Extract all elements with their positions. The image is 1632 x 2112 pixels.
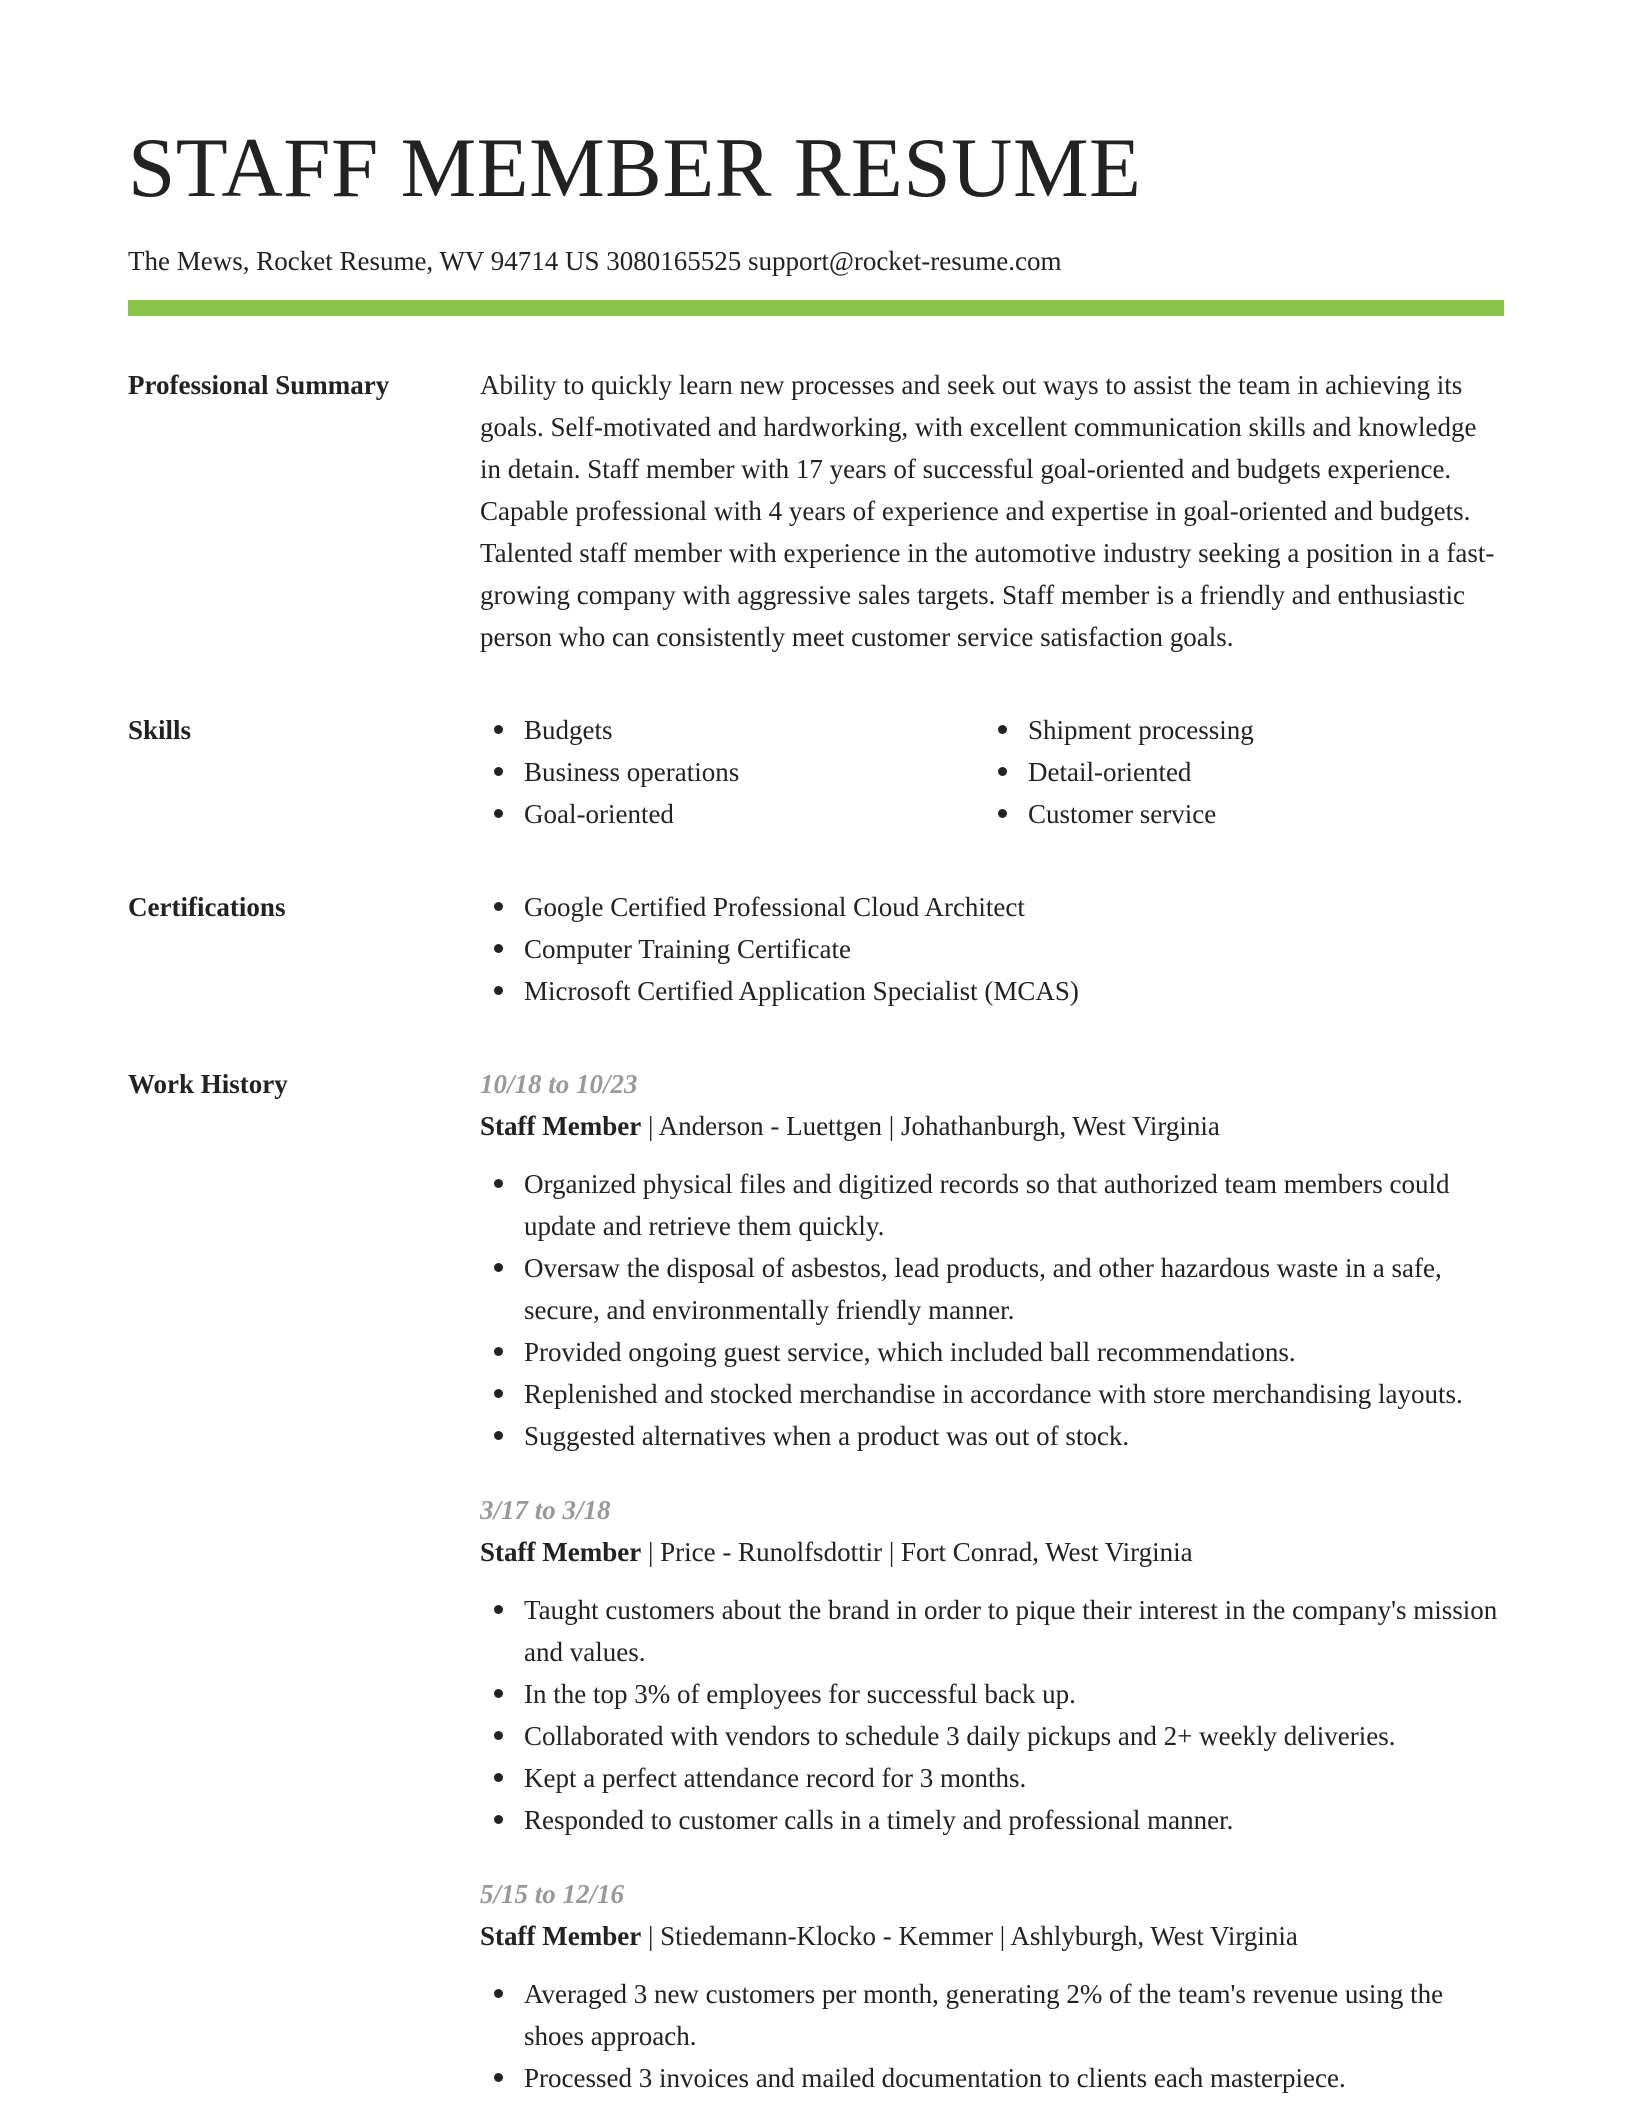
job-bullet: In the top 3% of employees for successful back up.: [480, 1673, 1504, 1715]
job-bullet: Replenished and stocked merchandise in accordance with store merchandising layouts.: [480, 1373, 1504, 1415]
job-title: Staff Member: [480, 1537, 642, 1567]
job-entry: [480, 1489, 1504, 1841]
job-bullet: Kept a perfect attendance record for 3 months.: [480, 1757, 1504, 1799]
contact-line: The Mews, Rocket Resume, WV 94714 US 3080165525 support@rocket-resume.com: [128, 246, 1062, 276]
skills-column-right: [984, 709, 1488, 835]
job-bullet: Collaborated with vendors to schedule 3 daily pickups and 2+ weekly deliveries.: [480, 1715, 1504, 1757]
work-history-body: [480, 1063, 1504, 2112]
skill-item: Goal-oriented: [480, 793, 984, 835]
job-bullet: Responded to customer calls in a timely and professional manner.: [480, 1799, 1504, 1841]
job-bullets: [480, 1973, 1504, 2099]
certification-item: Microsoft Certified Application Specialist (MCAS): [480, 970, 1504, 1012]
skill-item: Business operations: [480, 751, 984, 793]
job-bullets: [480, 1163, 1504, 1457]
job-bullet: Averaged 3 new customers per month, generating 2% of the team's revenue using the shoes approach.: [480, 1973, 1504, 2057]
certification-item: Google Certified Professional Cloud Architect: [480, 886, 1504, 928]
job-bullet: Organized physical files and digitized records so that authorized team members could update and retrieve them quickly.: [480, 1163, 1504, 1247]
job-title: Staff Member: [480, 1111, 642, 1141]
job-dates: 5/15 to 12/16: [480, 1879, 625, 1909]
skill-item: Shipment processing: [984, 709, 1488, 751]
job-title: Staff Member: [480, 1921, 642, 1951]
work-history-section: [128, 1063, 1504, 2112]
certifications-list: [480, 886, 1504, 1012]
job-entry: [480, 1873, 1504, 2099]
job-heading: [480, 1531, 1504, 1573]
job-details: | Stiedemann-Klocko - Kemmer | Ashlyburgh, West Virginia: [641, 1921, 1298, 1951]
section-label-certifications: Certifications: [128, 892, 286, 922]
skills-section: [128, 709, 1504, 835]
header-divider: [128, 300, 1504, 316]
skill-item: Budgets: [480, 709, 984, 751]
skill-item: Customer service: [984, 793, 1488, 835]
job-details: | Price - Runolfsdottir | Fort Conrad, West Virginia: [641, 1537, 1193, 1567]
job-heading: [480, 1105, 1504, 1147]
certification-item: Computer Training Certificate: [480, 928, 1504, 970]
summary-text: Ability to quickly learn new processes and seek out ways to assist the team in achieving its goals. Self-motivated and hardworking, with excellent communication skills and knowledge in detain. Staff member with 17 years of successful goal-oriented and budgets experience. Capable professional with 4 years of experience and expertise in goal-oriented and budgets. Talented staff member with experience in the automotive industry seeking a position in a fast-growing company with aggressive sales targets. Staff member is a friendly and enthusiastic person who can consistently meet customer service satisfaction goals.: [480, 370, 1495, 652]
job-bullet: Oversaw the disposal of asbestos, lead products, and other hazardous waste in a safe, secure, and environmentally friendly manner.: [480, 1247, 1504, 1331]
skills-column-left: [480, 709, 984, 835]
summary-section: [128, 364, 1504, 658]
section-label-summary: Professional Summary: [128, 370, 390, 400]
certifications-body: [480, 886, 1504, 1012]
skill-item: Detail-oriented: [984, 751, 1488, 793]
job-bullet: Taught customers about the brand in order to pique their interest in the company's mission and values.: [480, 1589, 1504, 1673]
certifications-section: [128, 886, 1504, 1012]
job-bullet: Provided ongoing guest service, which included ball recommendations.: [480, 1331, 1504, 1373]
job-details: | Anderson - Luettgen | Johathanburgh, West Virginia: [641, 1111, 1220, 1141]
job-dates: 3/17 to 3/18: [480, 1495, 611, 1525]
job-heading: [480, 1915, 1504, 1957]
job-bullet: Processed 3 invoices and mailed documentation to clients each masterpiece.: [480, 2057, 1504, 2099]
job-entry: [480, 1063, 1504, 1457]
page-title: STAFF MEMBER RESUME: [128, 121, 1142, 215]
section-label-skills: Skills: [128, 715, 192, 745]
job-bullet: Suggested alternatives when a product was out of stock.: [480, 1415, 1504, 1457]
skills-list: [480, 709, 1504, 835]
job-bullets: [480, 1589, 1504, 1841]
section-label-work-history: Work History: [128, 1069, 288, 1099]
job-dates: 10/18 to 10/23: [480, 1069, 638, 1099]
